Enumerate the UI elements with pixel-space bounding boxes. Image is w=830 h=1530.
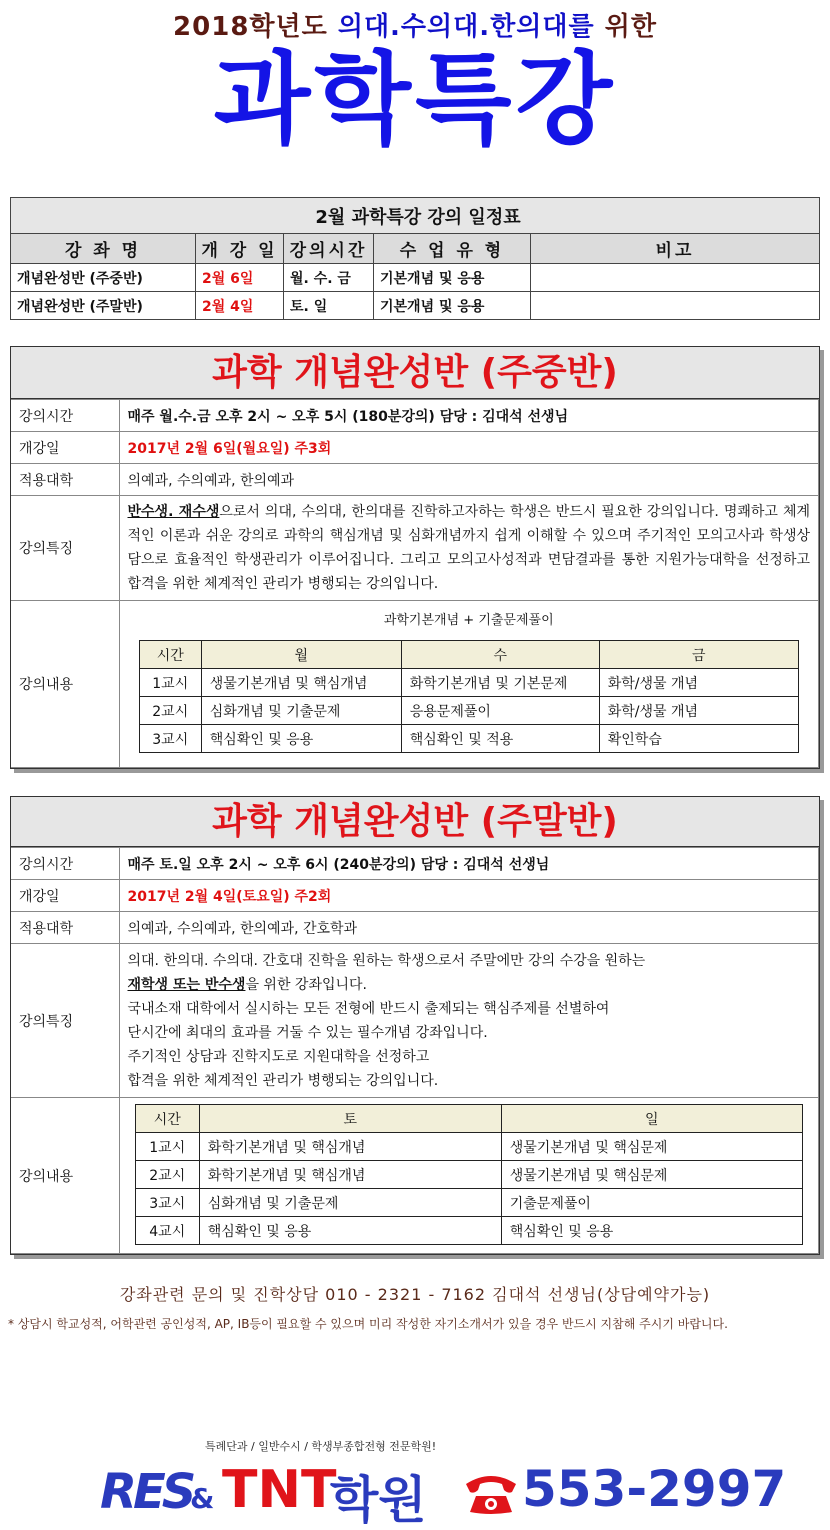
tt-cell: 화학기본개념 및 핵심개념 xyxy=(199,1133,501,1161)
tt-cell: 생물기본개념 및 핵심문제 xyxy=(501,1161,802,1189)
title-year: 2018학년도 xyxy=(173,12,328,42)
weekend-panel xyxy=(10,796,820,1255)
title-end: 위한 xyxy=(604,12,657,42)
phone-number: 553-2997 xyxy=(522,1460,787,1518)
feature-line xyxy=(128,973,811,997)
tt-cell: 응용문제풀이 xyxy=(401,697,599,725)
feature-line: 주기적인 상담과 진학지도로 지원대학을 선정하고 xyxy=(127,1048,430,1065)
tt-cell: 심화개념 및 기출문제 xyxy=(199,1189,501,1217)
tt-cell: 기출문제풀이 xyxy=(501,1189,802,1217)
cell-name: 개념완성반 (주중반) xyxy=(11,264,196,292)
tt-header: 수 xyxy=(401,641,599,669)
weekend-info-table xyxy=(11,847,819,1254)
tt-cell: 화학/생물 개념 xyxy=(599,697,798,725)
weekday-timetable xyxy=(139,640,799,753)
tt-cell: 심화개념 및 기출문제 xyxy=(201,697,401,725)
logo-academy: 학원 xyxy=(330,1471,427,1529)
cell-date: 2월 6일 xyxy=(196,264,284,292)
label-open: 개강일 xyxy=(11,432,119,464)
tt-header: 시간 xyxy=(139,641,201,669)
table-row xyxy=(139,725,798,753)
tt-cell: 2교시 xyxy=(139,697,201,725)
top-title xyxy=(0,6,830,43)
col-header-type: 수 업 유 형 xyxy=(374,234,531,264)
feature-highlight: 반수생. 재수생 xyxy=(127,504,220,520)
table-row xyxy=(139,669,798,697)
tt-header: 시간 xyxy=(135,1105,199,1133)
tt-cell: 핵심확인 및 적용 xyxy=(401,725,599,753)
tt-cell: 1교시 xyxy=(135,1133,199,1161)
logo-res: RES xyxy=(100,1464,193,1520)
feature-highlight: 재학생 또는 반수생 xyxy=(127,976,246,993)
logo-ampersand: & xyxy=(190,1482,215,1515)
weekend-timetable xyxy=(135,1104,803,1245)
tt-cell: 2교시 xyxy=(135,1161,199,1189)
table-row xyxy=(135,1217,802,1245)
tt-cell: 확인학습 xyxy=(599,725,798,753)
label-open: 개강일 xyxy=(11,880,119,912)
value-feature xyxy=(119,496,819,601)
tt-cell: 핵심확인 및 응용 xyxy=(501,1217,802,1245)
value-time: 매주 월.수.금 오후 2시 ~ 오후 5시 (180분강의) 담당 : 김대석 선생님 xyxy=(119,400,819,432)
value-feature xyxy=(119,944,819,1098)
label-time: 강의시간 xyxy=(11,848,119,880)
col-header-time: 강의시간 xyxy=(284,234,374,264)
feature-line: 국내소재 대학에서 실시하는 모든 전형에 반드시 출제되는 핵심주제를 선별하여 xyxy=(127,1000,610,1017)
table-row xyxy=(135,1133,802,1161)
main-title: 과학특강 xyxy=(213,41,617,158)
label-univ: 적용대학 xyxy=(11,464,119,496)
tt-header: 일 xyxy=(501,1105,802,1133)
value-content xyxy=(119,601,819,768)
col-header-name: 강 좌 명 xyxy=(11,234,196,264)
schedule-table xyxy=(10,197,820,320)
col-header-date: 개 강 일 xyxy=(196,234,284,264)
table-row xyxy=(135,1161,802,1189)
value-univ: 의예과, 수의예과, 한의예과 xyxy=(119,464,819,496)
label-content: 강의내용 xyxy=(11,601,119,768)
value-content xyxy=(119,1098,819,1254)
value-time: 매주 토.일 오후 2시 ~ 오후 6시 (240분강의) 담당 : 김대석 선생님 xyxy=(119,848,819,880)
title-target: 의대.수의대.한의대를 xyxy=(337,12,595,42)
cell-note xyxy=(531,264,820,292)
cell-date: 2월 4일 xyxy=(196,292,284,320)
feature-text: 으로서 의대, 수의대, 한의대를 진학하고자하는 학생은 반드시 필요한 강의입니다. 명쾌하고 체계적인 이론과 쉬운 강의로 과학의 핵심개념 및 심화개념까지 쉽게 이해할 수 있으며 주기적인 모의고사과 학생상담으로 효율적인 학생관리가 이루어집니다. 그리고 모의고사성적과 면담결과를 통한 지원가능대학을 선정하고 합격을 위한 체계적인 관리가 병행되는 강의입니다. xyxy=(127,504,810,592)
cell-time: 토. 일 xyxy=(284,292,374,320)
tt-cell: 3교시 xyxy=(135,1189,199,1217)
tt-cell: 생물기본개념 및 핵심개념 xyxy=(201,669,401,697)
schedule-caption: 2월 과학특강 강의 일정표 xyxy=(11,198,820,234)
weekday-panel xyxy=(10,346,820,769)
weekday-title: 과학 개념완성반 (주중반) xyxy=(11,347,819,399)
academy-tagline: 특례단과 / 일반수시 / 학생부종합전형 전문학원! xyxy=(205,1440,437,1453)
tt-header: 월 xyxy=(201,641,401,669)
tt-cell: 4교시 xyxy=(135,1217,199,1245)
academy-footer xyxy=(0,1430,830,1529)
tt-cell: 화학기본개념 및 기본문제 xyxy=(401,669,599,697)
cell-name: 개념완성반 (주말반) xyxy=(11,292,196,320)
tt-cell: 화학기본개념 및 핵심개념 xyxy=(199,1161,501,1189)
feature-line: 단시간에 최대의 효과를 거둘 수 있는 필수개념 강좌입니다. xyxy=(127,1024,488,1041)
label-feature: 강의특징 xyxy=(11,944,119,1098)
table-row xyxy=(11,292,820,320)
telephone-icon xyxy=(462,1468,520,1516)
footnote: * 상담시 학교성적, 어학관련 공인성적, AP, IB등이 필요할 수 있으며 미리 작성한 자기소개서가 있을 경우 반드시 지참해 주시기 바랍니다. xyxy=(8,1317,728,1331)
logo-tnt: TNT xyxy=(222,1460,337,1520)
tt-header: 금 xyxy=(599,641,798,669)
label-feature: 강의특징 xyxy=(11,496,119,601)
cell-time: 월. 수. 금 xyxy=(284,264,374,292)
label-content: 강의내용 xyxy=(11,1098,119,1254)
weekend-title: 과학 개념완성반 (주말반) xyxy=(11,797,819,847)
cell-note xyxy=(531,292,820,320)
col-header-note: 비고 xyxy=(531,234,820,264)
label-univ: 적용대학 xyxy=(11,912,119,944)
table-row xyxy=(11,264,820,292)
table-row xyxy=(135,1189,802,1217)
tt-header: 토 xyxy=(199,1105,501,1133)
tt-cell: 1교시 xyxy=(139,669,201,697)
weekday-info-table xyxy=(11,399,819,768)
cell-type: 기본개념 및 응용 xyxy=(374,292,531,320)
table-row xyxy=(139,697,798,725)
content-subtitle: 과학기본개념 + 기출문제풀이 xyxy=(383,613,554,628)
tt-cell: 핵심확인 및 응용 xyxy=(201,725,401,753)
contact-line: 강좌관련 문의 및 진학상담 010 - 2321 - 7162 김대석 선생님(상담예약가능) xyxy=(119,1285,711,1304)
feature-line: 의대. 한의대. 수의대. 간호대 진학을 원하는 학생으로서 주말에만 강의 수강을 원하는 xyxy=(127,952,646,969)
tt-cell: 핵심확인 및 응용 xyxy=(199,1217,501,1245)
value-open: 2017년 2월 4일(토요일) 주2회 xyxy=(119,880,819,912)
cell-type: 기본개념 및 응용 xyxy=(374,264,531,292)
tt-cell: 생물기본개념 및 핵심문제 xyxy=(501,1133,802,1161)
tt-cell: 화학/생물 개념 xyxy=(599,669,798,697)
feature-text: 을 위한 강좌입니다. xyxy=(245,976,367,993)
value-open: 2017년 2월 6일(월요일) 주3회 xyxy=(119,432,819,464)
tt-cell: 3교시 xyxy=(139,725,201,753)
feature-line: 합격을 위한 체계적인 관리가 병행되는 강의입니다. xyxy=(127,1072,439,1089)
label-time: 강의시간 xyxy=(11,400,119,432)
value-univ: 의예과, 수의예과, 한의예과, 간호학과 xyxy=(119,912,819,944)
